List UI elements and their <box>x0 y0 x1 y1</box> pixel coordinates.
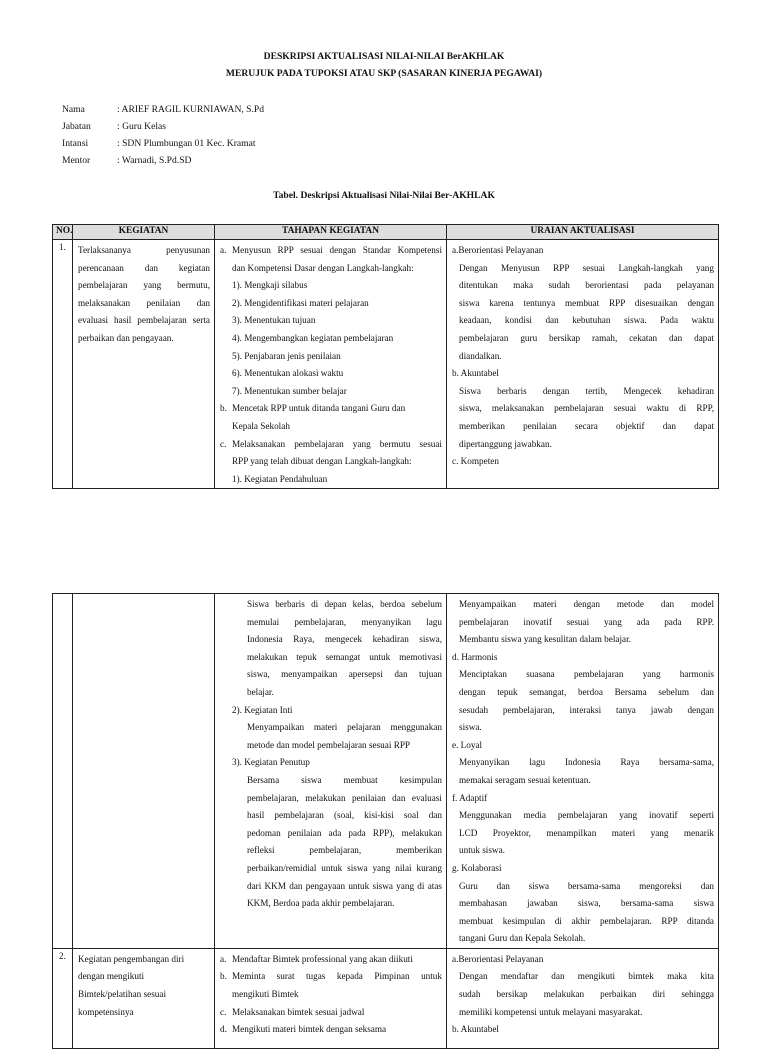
kegiatan-line: dengan mengikuti <box>78 971 145 982</box>
list-marker: d. <box>220 1024 227 1035</box>
tahapan-item-b <box>220 968 442 986</box>
identity-value: : Warnadi, S.Pd.SD <box>117 155 192 166</box>
tahapan-line: dari KKM dan pengayaan untuk siswa yang di atas <box>247 880 442 891</box>
tahapan-cell <box>215 948 447 1048</box>
tahapan-text: Mendaftar Bimtek professional yang akan diikuti <box>232 953 413 964</box>
value-heading: a.Berorientasi Pelayanan <box>452 245 544 255</box>
document-title-line1: DESKRIPSI AKTUALISASI NILAI-NILAI BerAKHLAK <box>263 51 505 62</box>
identity-mentor-row <box>62 152 264 169</box>
list-marker: a. <box>220 245 227 255</box>
uraian-line: siswa. <box>459 722 482 733</box>
header-tahapan: TAHAPAN KEGIATAN <box>215 225 447 240</box>
kegiatan-cell <box>73 594 215 949</box>
uraian-line: Siswa berbaris dengan tertib, Mengecek kehadiran <box>459 385 714 396</box>
identity-label: Nama <box>62 104 85 115</box>
uraian-line: Membantu siswa yang kesulitan dalam belajar. <box>459 634 631 645</box>
tahapan-step: 3). Kegiatan Penutup <box>232 757 310 768</box>
tahapan-step: 5). Penjabaran jenis penilaian <box>232 350 341 361</box>
tahapan-step: 1). Mengkaji silabus <box>232 280 308 291</box>
tahapan-line: memulai pembelajaran, menyanyikan lagu <box>247 616 442 627</box>
uraian-line: Dengan mendaftar dan mengikuti bimtek maka kita <box>459 971 714 982</box>
kegiatan-line: pembelajaran yang bermutu, <box>78 280 210 291</box>
tahapan-cell <box>215 594 447 949</box>
uraian-line: diandalkan. <box>459 350 502 361</box>
tahapan-text: Menyusun RPP sesuai dengan Standar Kompetensi <box>232 245 442 255</box>
uraian-line: memiliki kompetensi untuk melayani masyarakat. <box>459 1006 643 1017</box>
aktualisasi-table-page1 <box>52 224 719 489</box>
tahapan-text: Melaksanakan pembelajaran yang bermutu sesuai <box>232 438 442 449</box>
value-heading: d. Harmonis <box>452 651 498 662</box>
tahapan-line: melakukan tepuk semangat untuk memotivasi <box>247 651 442 662</box>
tahapan-text: Melaksanakan bimtek sesuai jadwal <box>232 1006 365 1017</box>
tahapan-line: Indonesia Raya, mengecek kehadiran siswa, <box>247 634 442 645</box>
tahapan-line: belajar. <box>247 686 274 697</box>
header-kegiatan: KEGIATAN <box>73 225 215 240</box>
table-header-row <box>53 225 719 240</box>
document-title-line2: MERUJUK PADA TUPOKSI ATAU SKP (SASARAN KINERJA PEGAWAI) <box>225 68 543 79</box>
tahapan-item-a <box>220 951 442 969</box>
kegiatan-line: Terlaksananya penyusunan <box>78 245 210 255</box>
value-heading: c. Kompeten <box>452 456 499 467</box>
tahapan-step: 7). Menentukan sumber belajar <box>232 385 347 396</box>
kegiatan-line: Kegiatan pengembangan diri <box>78 953 185 964</box>
kegiatan-cell <box>73 240 215 489</box>
identity-block <box>62 101 264 169</box>
tahapan-step: 6). Menentukan alokasi waktu <box>232 368 344 379</box>
uraian-cell <box>447 240 719 489</box>
tahapan-line: pedoman penilaian ada pada RPP), melakukan <box>247 827 442 838</box>
uraian-line: memberikan penilaian secara objektif dan dapat <box>459 420 714 431</box>
table-row <box>53 594 719 949</box>
list-marker: c. <box>220 1006 227 1017</box>
value-heading: b. Akuntabel <box>452 1024 499 1035</box>
list-marker: b. <box>220 403 227 414</box>
tahapan-line: siswa, menyampaikan apersepsi dan tujuan <box>247 669 442 680</box>
uraian-line: siswa karena tentunya membuat RPP disesuaikan dengan <box>459 297 714 308</box>
kegiatan-line: Bimtek/pelatihan sesuai <box>78 989 167 1000</box>
uraian-line: sudah bersikap melakukan perbaikan diri sehingga <box>459 989 714 1000</box>
value-heading: e. Loyal <box>452 739 483 750</box>
tahapan-item-c <box>220 436 442 454</box>
identity-value: : ARIEF RAGIL KURNIAWAN, S.Pd <box>117 104 265 115</box>
uraian-line: Guru dan siswa bersama-sama mengoreksi dan <box>459 880 714 891</box>
tahapan-line: metode dan model pembelajaran sesuai RPP <box>247 739 411 750</box>
kegiatan-line: kompetensinya <box>78 1006 134 1017</box>
uraian-line: sesudah pembelajaran, interaksi tanya jawab dengan <box>459 704 714 715</box>
uraian-line: pembelajaran guru bersikap ramah, cekatan dan dapat <box>459 332 714 343</box>
uraian-line: siswa, melaksanakan pembelajaran sesuai waktu di RPP, <box>459 403 714 414</box>
tahapan-text: Mengikuti materi bimtek dengan seksama <box>232 1024 387 1035</box>
tahapan-line: Menyampaikan materi pelajaran menggunakan <box>247 722 442 733</box>
table-row <box>53 240 719 489</box>
uraian-line: pembelajaran inovatif sesuai yang ada pada RPP. <box>459 616 714 627</box>
list-marker: a. <box>220 953 227 964</box>
value-heading: b. Akuntabel <box>452 368 499 379</box>
uraian-cell <box>447 594 719 949</box>
tahapan-line: pembelajaran, melakukan penilaian dan evaluasi <box>247 792 442 803</box>
identity-intansi-row <box>62 135 264 152</box>
uraian-line: untuk siswa. <box>459 845 505 856</box>
row-number: 2. <box>53 948 73 1048</box>
tahapan-text: Mencetak RPP untuk ditanda tangani Guru dan <box>232 403 406 414</box>
list-marker: c. <box>220 438 227 449</box>
uraian-line: dipertanggung jawabkan. <box>459 438 552 449</box>
aktualisasi-table-page2 <box>52 593 719 1049</box>
identity-value: : SDN Plumbungan 01 Kec. Kramat <box>117 138 256 149</box>
value-heading: a.Berorientasi Pelayanan <box>452 953 544 964</box>
tahapan-step: 4). Mengembangkan kegiatan pembelajaran <box>232 332 394 343</box>
uraian-line: Menciptakan suasana pembelajaran yang harmonis <box>459 669 714 680</box>
tahapan-line: perbaikan/remidial untuk siswa yang nilai kurang <box>247 862 442 873</box>
tahapan-step: 3). Menentukan tujuan <box>232 315 316 326</box>
tahapan-step: 2). Mengidentifikasi materi pelajaran <box>232 297 369 308</box>
tahapan-text: Meminta surat tugas kepada Pimpinan untuk <box>232 971 442 982</box>
tahapan-line: Bersama siswa membuat kesimpulan <box>247 774 442 785</box>
tahapan-step: 1). Kegiatan Pendahuluan <box>232 473 328 484</box>
tahapan-text: Kepala Sekolah <box>232 420 290 431</box>
identity-label: Mentor <box>62 155 91 166</box>
identity-label: Intansi <box>62 138 89 149</box>
uraian-line: tangani Guru dan Kepala Sekolah. <box>459 933 586 944</box>
tahapan-line: KKM, Berdoa pada akhir pembelajaran. <box>247 898 395 909</box>
uraian-line: LCD Proyektor, menampilkan materi yang menarik <box>459 827 714 838</box>
tahapan-text: mengikuti Bimtek <box>232 989 299 1000</box>
tahapan-item-a <box>220 242 442 260</box>
tahapan-text: RPP yang telah dibuat dengan Langkah-langkah: <box>232 456 412 467</box>
uraian-line: memakai seragam sesuai ketentuan. <box>459 774 591 785</box>
tahapan-cell <box>215 240 447 489</box>
uraian-cell <box>447 948 719 1048</box>
uraian-line: membahasan jawaban siswa, bersama-sama siswa <box>459 898 714 909</box>
table-caption: Tabel. Deskripsi Aktualisasi Nilai-Nilai Ber-AKHLAK <box>273 190 495 201</box>
value-heading: g. Kolaborasi <box>452 862 502 873</box>
tahapan-item-b <box>220 400 442 418</box>
tahapan-line: refleksi pembelajaran, memberikan <box>247 845 442 856</box>
identity-jabatan-row <box>62 118 264 135</box>
uraian-line: Menyanyikan lagu Indonesia Raya bersama-sama, <box>459 757 714 768</box>
kegiatan-line: perbaikan dan pengayaan. <box>78 332 174 343</box>
kegiatan-line: melaksanakan penilaian dan <box>78 297 210 308</box>
tahapan-line: Siswa berbaris di depan kelas, berdoa sebelum <box>247 599 442 609</box>
tahapan-step: 2). Kegiatan Inti <box>232 704 293 715</box>
row-number: 1. <box>53 240 73 489</box>
header-uraian: URAIAN AKTUALISASI <box>447 225 719 240</box>
identity-name-row <box>62 101 264 118</box>
kegiatan-cell <box>73 948 215 1048</box>
tahapan-item-c <box>220 1004 442 1022</box>
uraian-line: membuat kesimpulan di akhir pembelajaran. RPP ditanda <box>459 915 714 926</box>
uraian-line: Menyampaikan materi dengan metode dan model <box>459 599 714 609</box>
list-marker: b. <box>220 971 227 982</box>
uraian-line: Dengan Menyusun RPP sesuai Langkah-langkah yang <box>459 262 714 273</box>
kegiatan-line: perencanaan dan kegiatan <box>78 262 210 273</box>
uraian-line: ditentukan maka sudah berorientasi pada pelayanan <box>459 280 714 291</box>
uraian-line: dengan tepuk semangat, berdoa Bersama sebelum dan <box>459 686 714 697</box>
value-heading: f. Adaptif <box>452 792 488 803</box>
row-number <box>53 594 73 949</box>
uraian-line: Menggunakan media pembelajaran yang inovatif seperti <box>459 810 714 821</box>
uraian-line: keadaan, kondisi dan kebutuhan siswa. Pada waktu <box>459 315 714 326</box>
identity-value: : Guru Kelas <box>117 121 167 132</box>
table-row <box>53 948 719 1048</box>
tahapan-line: hasil pembelajaran (soal, kisi-kisi soal dan <box>247 810 442 821</box>
identity-label: Jabatan <box>62 121 91 132</box>
tahapan-text: dan Kompetensi Dasar dengan Langkah-langkah: <box>232 262 414 273</box>
header-no: NO. <box>53 225 73 240</box>
kegiatan-line: evaluasi hasil pembelajaran serta <box>78 315 210 326</box>
